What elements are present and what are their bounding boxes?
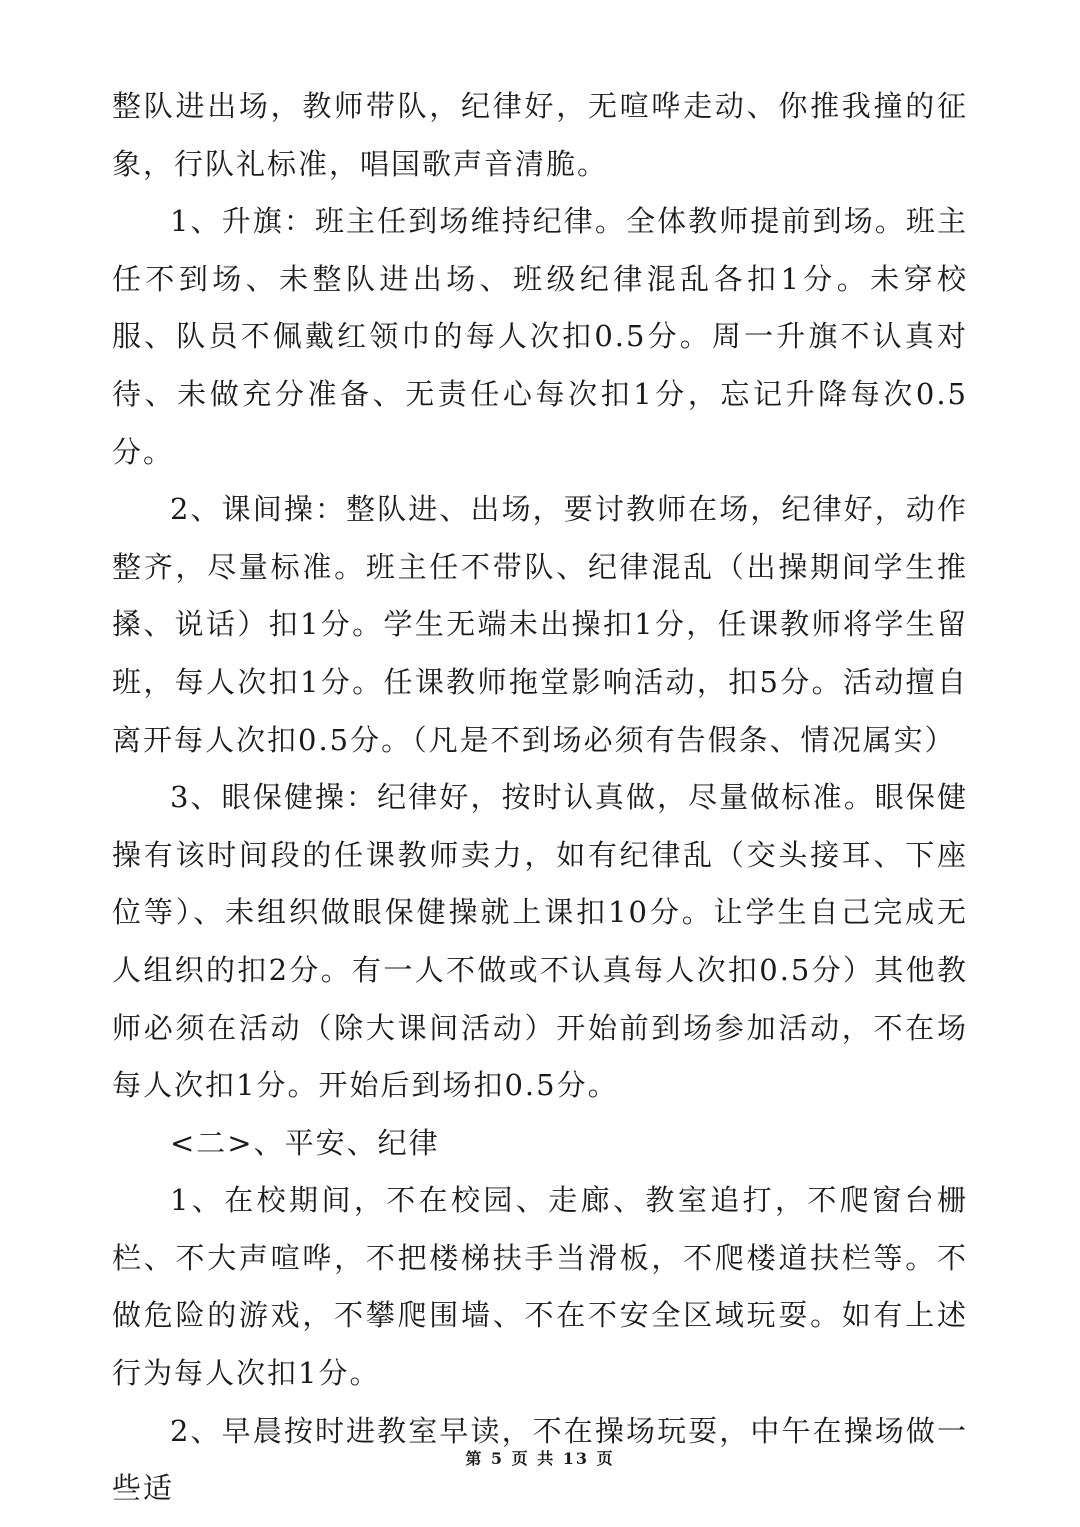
paragraph-break-exercise: 2、课间操：整队进、出场，要讨教师在场，纪律好，动作整齐，尽量标准。班主任不带队、纪律混乱（出操期间学生推搡、说话）扣1分。学生无端未出操扣1分，任课教师将学生留班，每人次扣1分。任课教师拖堂影响活动，扣5分。活动擅自离开每人次扣0.5分。（凡是不到场必须有告假条、情况属实） <box>112 492 968 757</box>
paragraph-flag-raising: 1、升旗：班主任到场维持纪律。全体教师提前到场。班主任不到场、未整队进出场、班级纪律混乱各扣1分。未穿校服、队员不佩戴红领巾的每人次扣0.5分。周一升旗不认真对待、未做充分准备、无责任心每次扣1分，忘记升降每次0.5分。 <box>112 204 968 469</box>
paragraph-eye-exercise: 3、眼保健操：纪律好，按时认真做，尽量做标准。眼保健操有该时间段的任课教师卖力，如有纪律乱（交头接耳、下座位等）、未组织做眼保健操就上课扣10分。让学生自己完成无人组织的扣2分。有一人不做或不认真每人次扣0.5分）其他教师必须在活动（除大课间活动）开始前到场参加活动，不在场每人次扣1分。开始后到场扣0.5分。 <box>112 780 968 1103</box>
section-heading-safety-discipline: <二>、平安、纪律 <box>170 1125 440 1160</box>
paragraph-morning-reading: 2、早晨按时进教室早读，不在操场玩耍，中午在操场做一些适 <box>112 1413 968 1506</box>
page-number-footer: 第 5 页 共 13 页 <box>465 1449 615 1468</box>
paragraph-campus-safety: 1、在校期间，不在校园、走廊、教室追打，不爬窗台栅栏、不大声喧哗，不把楼梯扶手当滑板，不爬楼道扶栏等。不做危险的游戏，不攀爬围墙、不在不安全区域玩耍。如有上述行为每人次扣1分。 <box>112 1183 968 1391</box>
document-body <box>112 78 968 1518</box>
paragraph-continuation: 整队进出场，教师带队，纪律好，无喧哗走动、你推我撞的征象，行队礼标准，唱国歌声音清脆。 <box>112 89 968 181</box>
